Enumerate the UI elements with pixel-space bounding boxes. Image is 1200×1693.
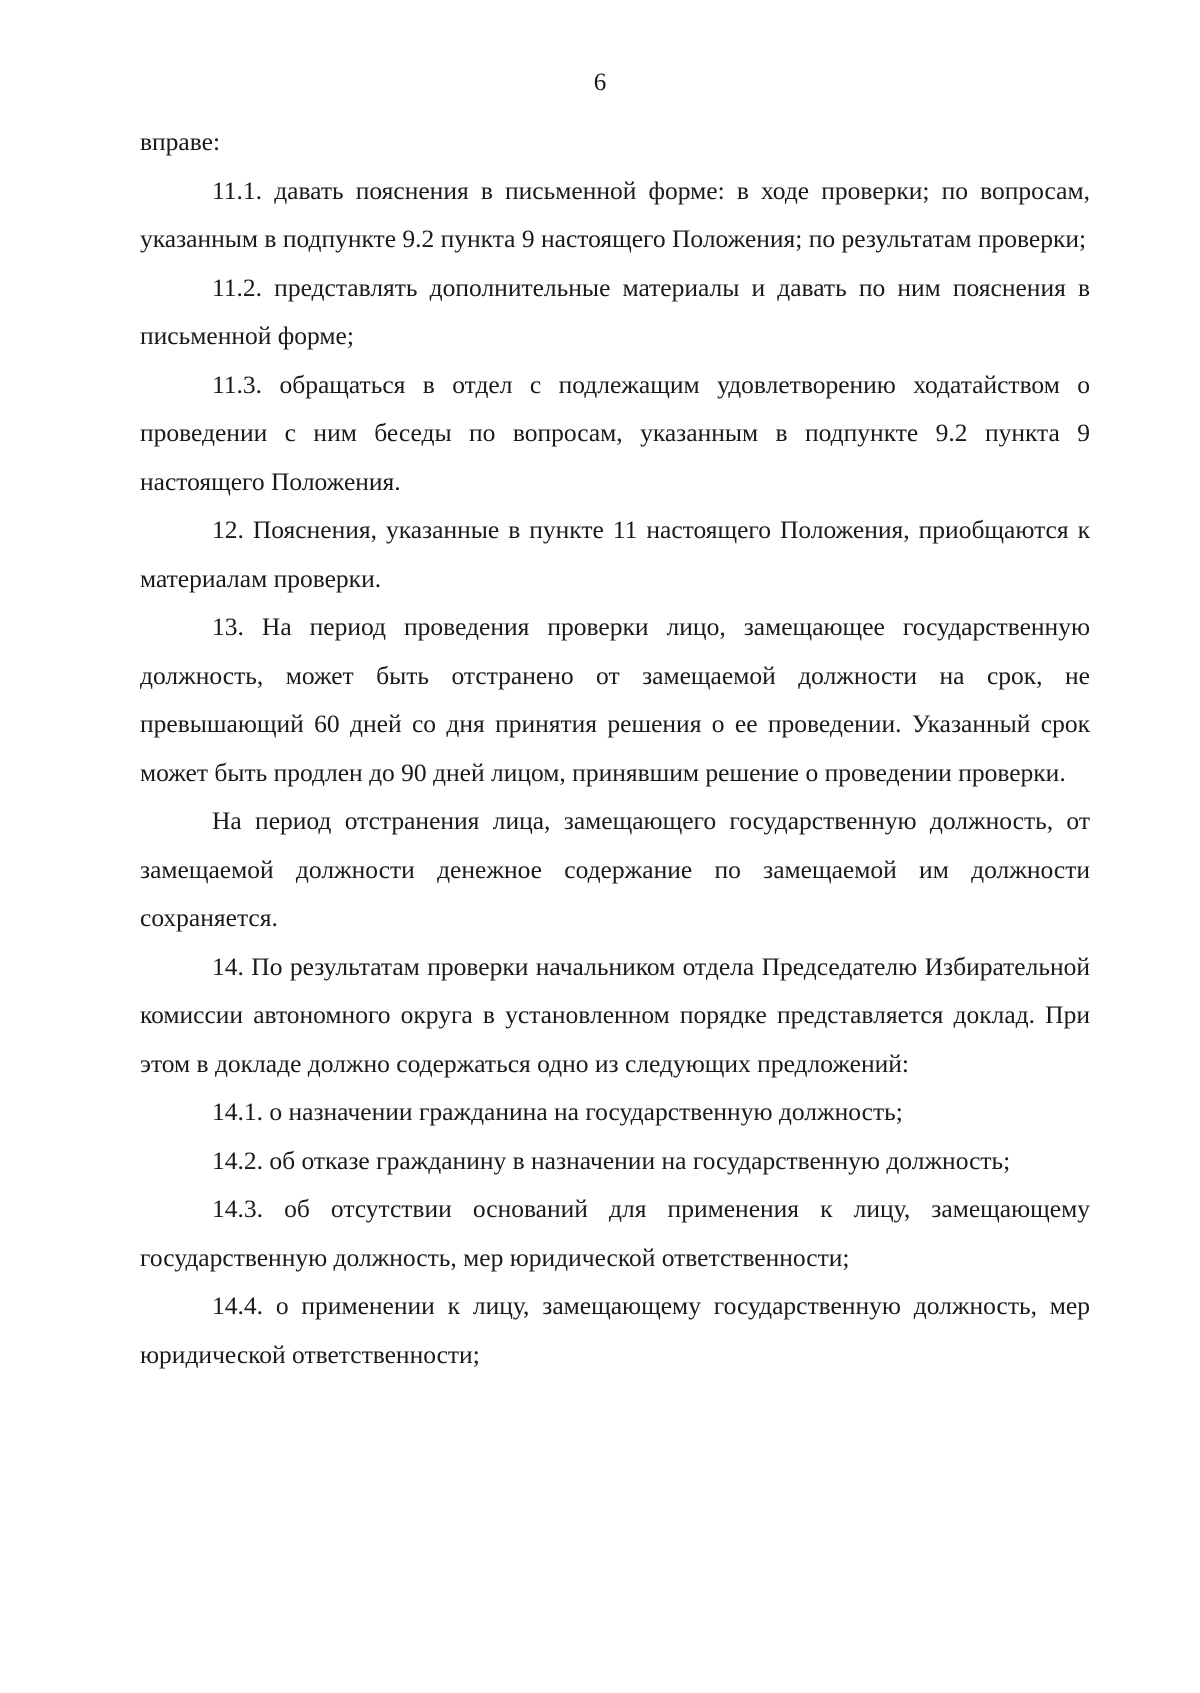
paragraph-11-1: 11.1. давать пояснения в письменной форме: в ходе проверки; по вопросам, указанным в подпункте 9.2 пункта 9 настоящего Положения; по результатам проверки; [140, 175, 1090, 253]
paragraph-13: 13. На период проведения проверки лицо, замещающее государственную должность, может быть отстранено от замещаемой должности на срок, не превышающий 60 дней со дня принятия решения о ее проведении. Указанный срок может быть продлен до 90 дней лицом, принявшим решение о проведении проверки. [140, 612, 1090, 787]
document-body [140, 118, 1090, 1379]
paragraph-11-3: 11.3. обращаться в отдел с подлежащим удовлетворению ходатайством о проведении с ним беседы по вопросам, указанным в подпункте 9.2 пункта 9 настоящего Положения. [140, 369, 1090, 496]
paragraph-12: 12. Пояснения, указанные в пункте 11 настоящего Положения, приобщаются к материалам проверки. [140, 515, 1090, 593]
paragraph-13-suspension: На период отстранения лица, замещающего государственную должность, от замещаемой должности денежное содержание по замещаемой им должности сохраняется. [140, 806, 1090, 932]
paragraph-continuation: вправе: [140, 127, 221, 156]
paragraph-14-2: 14.2. об отказе гражданину в назначении на государственную должность; [212, 1145, 1011, 1175]
page-number: 6 [593, 69, 607, 96]
paragraph-11-2: 11.2. представлять дополнительные материалы и давать по ним пояснения в письменной форме; [140, 272, 1090, 350]
paragraph-14-4: 14.4. о применении к лицу, замещающему государственную должность, мер юридической ответственности; [140, 1291, 1090, 1369]
paragraph-14: 14. По результатам проверки начальником отдела Председателю Избирательной комиссии автономного округа в установленном порядке представляется доклад. При этом в докладе должно содержаться одно из следующих предложений: [140, 951, 1090, 1078]
paragraph-14-3: 14.3. об отсутствии оснований для применения к лицу, замещающему государственную должность, мер юридической ответственности; [140, 1194, 1090, 1272]
paragraph-14-1: 14.1. о назначении гражданина на государственную должность; [212, 1097, 903, 1126]
